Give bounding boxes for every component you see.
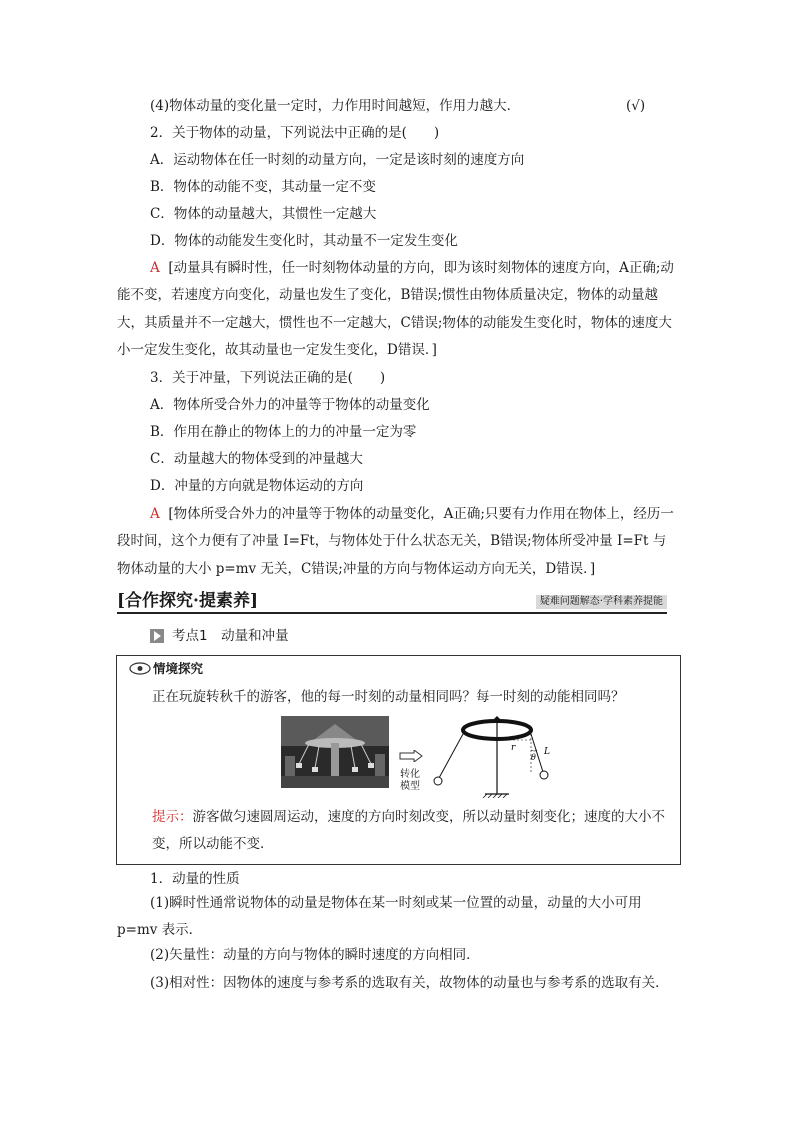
property-relative: (3)相对性：因物体的速度与参考系的选取有关，故物体的动量也与参考系的选取有关． <box>150 975 669 991</box>
scenario-question: 正在玩旋转秋千的游客，他的每一时刻的动量相同吗？每一时刻的动能相同吗？ <box>152 689 625 705</box>
question-3-option-b: B．作用在静止的物体上的力的冲量一定为零 <box>150 424 417 440</box>
scenario-box <box>116 655 681 865</box>
swing-model-diagram <box>427 716 557 798</box>
swing-ride-photo <box>281 716 389 788</box>
scenario-heading: 情境探究 <box>153 661 204 676</box>
arrow-right-icon <box>399 750 423 762</box>
answer-letter: A <box>150 260 160 276</box>
question-3-option-c: C．动量越大的物体受到的冲量越大 <box>150 451 363 467</box>
scenario-icon <box>129 662 151 675</box>
play-triangle-icon <box>150 629 164 643</box>
question-2-option-b: B．物体的动能不变，其动量一定不变 <box>150 179 376 195</box>
statement-4-text: (4)物体动量的变化量一定时，力作用时间越短，作用力越大． <box>150 98 521 114</box>
momentum-properties-heading: 1．动量的性质 <box>150 871 240 887</box>
scenario-hint: 提示：游客做匀速圆周运动，速度的方向时刻改变，所以动量时刻变化；速度的大小不变，所以动能不变． <box>152 809 665 853</box>
question-3-option-a: A．物体所受合外力的冲量等于物体的动量变化 <box>150 397 430 413</box>
question-2-option-d: D．物体的动能发生变化时，其动量不一定发生变化 <box>150 233 458 249</box>
property-instantaneous: (1)瞬时性通常说物体的动量是物体在某一时刻或某一位置的动量，动量的大小可用 p=mv 表示． <box>117 895 642 939</box>
answer-letter: A <box>150 506 160 522</box>
radius-label: r <box>511 743 516 753</box>
section-rule <box>117 612 667 614</box>
property-vector: (2)矢量性：动量的方向与物体的瞬时速度的方向相同． <box>150 947 480 963</box>
figure-label: 转化模型 <box>400 769 420 792</box>
section-tag: 疑难问题解态·学科素养提能 <box>536 595 667 609</box>
question-3-option-d: D．冲量的方向就是物体运动的方向 <box>150 478 364 494</box>
theta-label: θ <box>531 753 536 762</box>
question-3: 3．关于冲量，下列说法正确的是( ) <box>150 370 386 386</box>
question-2-option-c: C．物体的动量越大，其惯性一定越大 <box>150 206 377 222</box>
question-2: 2．关于物体的动量，下列说法中正确的是( ) <box>150 125 440 141</box>
question-2-option-a: A．运动物体在任一时刻的动量方向，一定是该时刻的速度方向 <box>150 152 525 168</box>
hint-label: 提示： <box>152 809 193 825</box>
length-label: L <box>544 747 550 757</box>
statement-4 <box>150 97 520 116</box>
section-title: [合作探究·提素养] <box>117 591 259 611</box>
answer-3-explanation: A [物体所受合外力的冲量等于物体的动量变化，A正确;只要有力作用在物体上，经历一段时间，这个力便有了冲量 I=Ft，与物体处于什么状态无关，B错误;物体所受冲量 I=Ft 与物体动量的大小 p=mv 无关，C错误;冲量的方向与物体运动方向无关，D错误．] <box>117 506 674 577</box>
section-header <box>117 590 667 614</box>
topic-heading: 考点1 动量和冲量 <box>150 627 289 646</box>
answer-2-explanation: A [动量具有瞬时性，任一时刻物体动量的方向，即为该时刻物体的速度方向，A正确;动能不变，若速度方向变化，动量也发生了变化，B错误;惯性由物体质量决定，物体的动量越大，其质量并不一定越大，惯性也不一定越大，C错误;物体的动能发生变化时，物体的速度大小一定发生变化，故其动量也一定发生变化，D错误．] <box>117 260 674 358</box>
statement-4-mark: (√) <box>626 98 646 114</box>
